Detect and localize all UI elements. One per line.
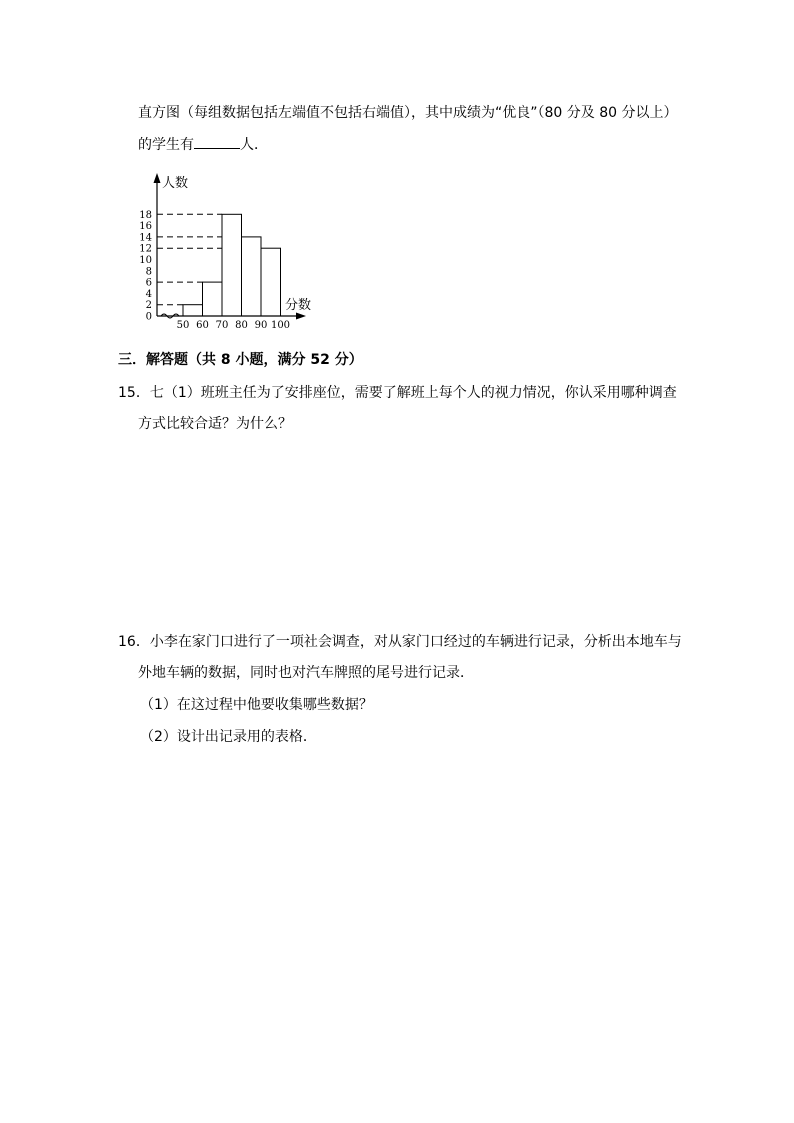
q16-subquestion-2: （2）设计出记录用的表格．	[140, 729, 317, 745]
x-tick-label: 60	[196, 320, 209, 331]
y-tick-label: 2	[145, 300, 152, 312]
y-tick-label: 18	[139, 209, 152, 221]
y-tick-label: 10	[139, 255, 152, 266]
y-axis-label: 人数	[162, 176, 189, 191]
q14-text-before-blank: 的学生有	[138, 137, 194, 153]
y-axis-arrow	[154, 173, 161, 183]
histogram-bar	[203, 282, 223, 316]
q14-text-line1: 直方图（每组数据包括左端值不包括右端值），其中成绩为“优良”（80 分及 80 分以上）	[138, 105, 678, 121]
x-axis-label: 分数	[285, 298, 312, 313]
y-tick-label: 6	[145, 277, 152, 289]
y-tick-label: 8	[145, 266, 152, 278]
x-tick-label: 50	[176, 320, 190, 331]
y-tick-label: 4	[145, 288, 152, 300]
y-tick-label: 12	[139, 243, 152, 255]
histogram-bar	[261, 248, 281, 316]
histogram-bar	[222, 214, 242, 316]
answer-blank	[194, 134, 240, 149]
section-3-heading: 三．解答题（共 8 小题，满分 52 分）	[118, 352, 363, 368]
y-tick-label: 0	[145, 311, 152, 323]
q14-text-line2	[138, 134, 268, 155]
histogram-bar	[242, 237, 262, 316]
q16-text-line1: 16．小李在家门口进行了一项社会调查，对从家门口经过的车辆进行记录，分析出本地车与	[118, 634, 682, 650]
x-tick-label: 90	[254, 320, 268, 331]
y-tick-label: 14	[139, 232, 152, 244]
x-tick-label: 70	[215, 320, 229, 331]
q15-text-line2: 方式比较合适？为什么？	[138, 416, 292, 432]
q16-subquestion-1: （1）在这过程中他要收集哪些数据？	[140, 697, 373, 713]
q15-text-line1: 15．七（1）班班主任为了安排座位，需要了解班上每个人的视力情况，你认采用哪种调查	[118, 385, 677, 401]
x-axis-arrow	[296, 313, 306, 320]
y-tick-label: 16	[139, 221, 152, 233]
q14-text-after-blank: 人．	[240, 137, 268, 153]
histogram-bar	[183, 305, 203, 316]
q16-text-line2: 外地车辆的数据，同时也对汽车牌照的尾号进行记录．	[138, 665, 474, 681]
x-tick-label: 80	[235, 320, 248, 331]
x-tick-label: 100	[270, 320, 291, 331]
histogram-chart	[130, 168, 330, 338]
